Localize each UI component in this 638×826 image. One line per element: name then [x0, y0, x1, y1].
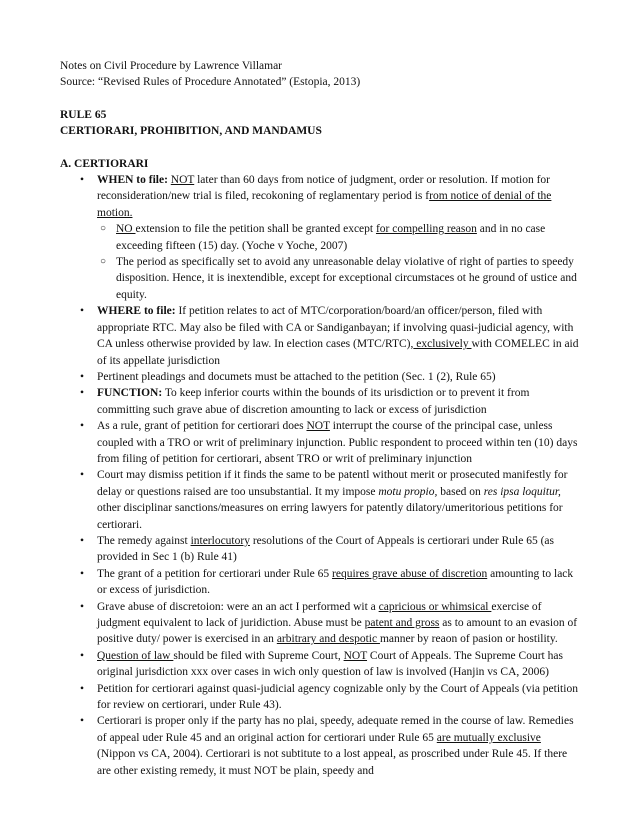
list-item-grave-abuse	[60, 599, 582, 648]
rule-number: RULE 65	[60, 108, 107, 121]
item-text: As a rule, grant of petition for certiorari does	[97, 420, 307, 433]
item-text: (Nippon vs CA, 2004). Certiorari is not subtitute to a lost appeal, as proscribed under Rule 45. If there are other existing remedy, it must NOT be plain, speedy and	[97, 748, 568, 777]
item-text: exercise of judgment equivalent to lack of juridiction. Abuse must be	[97, 600, 542, 629]
bullet-icon: •	[80, 387, 85, 400]
item-text: The remedy against	[97, 534, 191, 547]
item-text: Grave abuse of discretoion: were an an act I performed wit a	[97, 600, 379, 613]
item-text: with COMELEC in aid of its appellate jurisdiction	[97, 338, 579, 367]
item-text: should be filed with Supreme Court,	[173, 649, 344, 662]
bullet-icon: •	[80, 567, 85, 580]
section-a-list	[60, 172, 582, 779]
item-text: Court of Appeals. The Supreme Court has original jurisdiction xxx over cases in wich only question of law is involved (Hanjin vs CA, 2006)	[97, 649, 563, 679]
list-item-dismiss	[60, 467, 582, 533]
item-emphasis: NO	[116, 223, 136, 236]
header-line-title: Notes on Civil Procedure by Lawrence Villamar	[60, 60, 283, 72]
when-to-file-sublist	[97, 221, 582, 303]
item-text: resolutions of the Court of Appeals is certiorari under Rule 65 (as provided in Sec 1 (b) Rule 41)	[97, 534, 555, 564]
item-emphasis: Question of law	[97, 649, 174, 662]
item-emphasis: NOT	[170, 174, 195, 187]
item-emphasis: exclusively	[413, 338, 472, 351]
sub-item-extension	[97, 221, 582, 254]
item-emphasis: patent and gross	[364, 617, 440, 629]
item-text: extension to file the petition shall be granted except	[135, 223, 376, 236]
bullet-icon: •	[80, 370, 85, 383]
document-body	[60, 58, 582, 779]
item-text: interrupt the course of the principal case, unless coupled with a TRO or writ of preliminary injunction. Public respondent to proceed within ten (10) days from filing of petition for certiorari, absent TRO or writ of preliminary injunction	[97, 420, 578, 465]
list-item-question-of-law	[60, 648, 582, 681]
item-text: Certiorari is proper only if the party has no plai, speedy, adequate remed in the course of law. Remedies of appeal uder Rule 45 and an original action for certiorari under Rule 65	[97, 715, 574, 744]
bullet-icon: •	[80, 649, 85, 662]
item-italic: motu propio,	[378, 485, 438, 498]
list-item-grant	[60, 566, 582, 599]
item-italic: res ipsa loquitur,	[483, 485, 561, 498]
item-text: later than 60 days from notice of judgment, order or resolution. If motion for reconsideration/new trial is filed, recokoning of reglamentary period is f	[97, 174, 550, 203]
item-emphasis: interlocutory	[190, 534, 250, 547]
item-emphasis: for compelling reason	[375, 223, 477, 236]
item-text: The period as specifically set to avoid any unreasonable delay violative of right of parties to speedy disposition. Hence, it is inextendible, except for exceptional circumstaces ot he ground of ustice and equity.	[116, 256, 577, 301]
item-text: as to amount to an evasion of positive duty/ power is exercised in an	[97, 617, 578, 646]
list-item-interlocutory	[60, 533, 582, 566]
item-emphasis: capricious or whimsical	[378, 600, 492, 613]
item-label: FUNCTION:	[97, 387, 163, 400]
item-emphasis: requires grave abuse of discretion	[332, 567, 488, 580]
list-item-quasi-judicial	[60, 681, 582, 714]
list-item-where-to-file	[60, 303, 582, 369]
sub-item-period	[97, 254, 582, 303]
item-label: WHEN to file:	[97, 174, 168, 187]
list-item-proper	[60, 713, 582, 779]
item-text: Court may dismiss petition if it finds the same to be patentl without merit or prosecuted manifestly for delay or questions raised are too unsubstantial. It my impose	[97, 469, 568, 498]
bullet-icon: •	[80, 682, 85, 695]
item-text: The grant of a petition for certiorari under Rule 65	[97, 567, 333, 580]
item-emphasis: are mutually exclusive	[436, 731, 541, 744]
list-item-when-to-file	[60, 172, 582, 303]
item-emphasis: arbitrary and despotic	[276, 633, 380, 646]
item-text: based on	[437, 485, 484, 498]
bullet-icon: •	[80, 174, 85, 187]
item-text: and in no case exceeding fifteen (15) day. (Yoche v Yoche, 2007)	[116, 223, 546, 252]
item-text: other disciplinar sanctions/measures on erring lawyers for patently dilatory/umeritorious petitions for certiorari.	[97, 502, 563, 531]
list-item-interrupt	[60, 418, 582, 467]
item-text: manner by reaon of pasion or hostility.	[379, 633, 558, 646]
item-emphasis: NOT	[306, 420, 330, 433]
bullet-icon: •	[80, 420, 85, 433]
item-text: Petition for certiorari against quasi-judicial agency cognizable only by the Court of Appeals (via petition for review on certiorari, under Rule 43).	[97, 682, 578, 712]
list-item-pleadings	[60, 369, 582, 385]
bullet-icon: •	[80, 305, 85, 318]
sub-bullet-icon: ○	[100, 256, 107, 268]
header-line-source: Source: “Revised Rules of Procedure Annotated” (Estopia, 2013)	[60, 76, 361, 89]
bullet-icon: •	[80, 600, 85, 613]
item-text: amounting to lack or excess of jurisdiction.	[97, 567, 574, 597]
bullet-icon: •	[80, 715, 85, 728]
bullet-icon: •	[80, 469, 85, 482]
section-heading: A. CERTIORARI	[60, 157, 149, 170]
list-item-function	[60, 385, 582, 418]
bullet-icon: •	[80, 534, 85, 547]
item-text: To keep inferior courts within the bounds of its urisdiction or to prevent it from committing such grave abue of discretion amounting to lack or excess of jurisdiction	[97, 387, 530, 416]
item-label: WHERE to file:	[97, 305, 176, 318]
rule-title: CERTIORARI, PROHIBITION, AND MANDAMUS	[60, 125, 322, 138]
item-text: Pertinent pleadings and documets must be attached to the petition (Sec. 1 (2), Rule 65)	[97, 370, 496, 383]
item-text: If petition relates to act of MTC/corporation/board/an officer/person, filed with appropriate RTC. May also be filed with CA or Sandiganbayan; if involving quasi-judicial agency, with CA unless otherwise provided by law. In election cases (MTC/RTC),	[97, 305, 574, 351]
item-emphasis: NOT	[343, 649, 368, 662]
sub-bullet-icon: ○	[100, 223, 107, 235]
item-emphasis: rom notice of denial of the motion.	[97, 190, 552, 219]
